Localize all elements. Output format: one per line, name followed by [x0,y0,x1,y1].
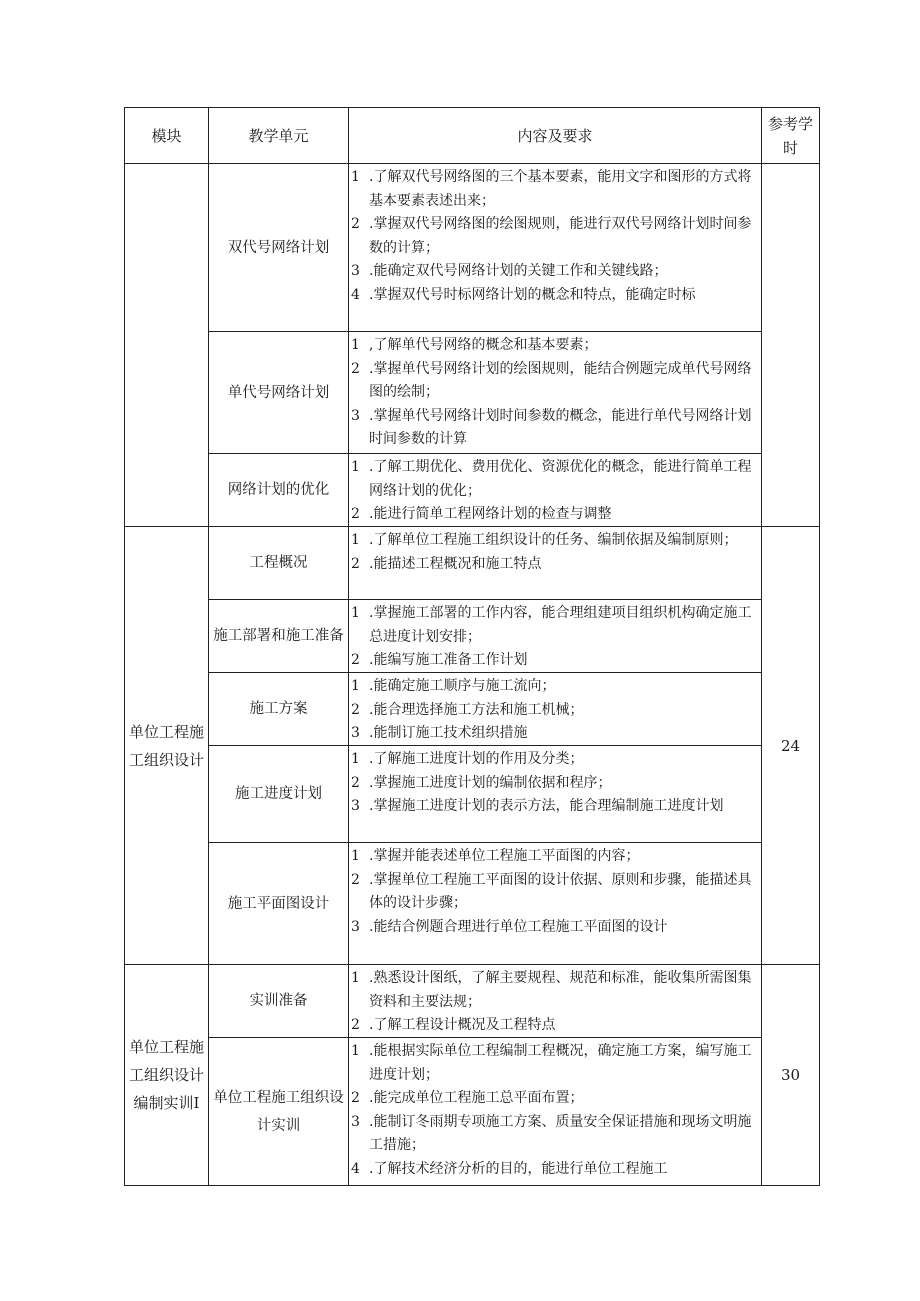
list-item: 2 .能编写施工准备工作计划 [351,652,528,668]
table-row [125,1038,820,1186]
list-item: 3 .能制订施工技术组织措施 [351,725,528,741]
list-item: 2 .能描述工程概况和施工特点 [351,555,542,572]
list-item: 3 .能制订冬雨期专项施工方案、质量安全保证措施和现场文明施工措施； [351,1113,752,1153]
list-item: 2 .掌握单代号网络计划的绘图规则，能结合例题完成单代号网络图的绘制； [351,360,752,400]
list-item: 1 ,了解单代号网络的概念和基本要素； [351,337,598,353]
table-row [125,527,820,600]
module-cell [125,164,209,527]
header-unit: 教学单元 [209,108,349,164]
table-row [125,454,820,527]
list-item: 1 .了解工期优化、费用优化、资源优化的概念，能进行简单工程网络计划的优化； [351,459,752,499]
list-item: 1 .能确定施工顺序与施工流向； [351,678,556,694]
list-item: 2 .掌握双代号网络图的绘图规则，能进行双代号网络计划时间参数的计算； [351,216,752,256]
hours-cell: 24 [762,527,820,965]
list-item: 2 .能进行简单工程网络计划的检查与调整 [351,506,612,522]
content-cell [349,164,762,332]
list-item: 3 .能确定双代号网络计划的关键工作和关键线路； [351,263,668,279]
list-item: 2 .掌握施工进度计划的编制依据和程序； [351,774,612,791]
unit-cell: 施工部署和施工准备 [209,600,349,673]
header-content: 内容及要求 [349,108,762,164]
content-cell [349,746,762,843]
content-cell [349,673,762,746]
hours-cell: 30 [762,965,820,1186]
header-row [125,108,820,164]
list-item: 1 .熟悉设计图纸，了解主要规程、规范和标准，能收集所需图集资料和主要法规； [351,970,752,1010]
table-row [125,746,820,843]
table-row [125,600,820,673]
list-item: 2 .能合理选择施工方法和施工机械； [351,701,584,718]
list-item: 4 .了解技术经济分析的目的，能进行单位工程施工 [351,1160,668,1177]
content-cell [349,454,762,527]
list-item: 3 .掌握单代号网络计划时间参数的概念，能进行单代号网络计划时间参数的计算 [351,407,752,447]
list-item: 2 .掌握单位工程施工平面图的设计依据、原则和步骤，能描述具体的设计步骤； [351,871,752,911]
list-item: 4 .掌握双代号时标网络计划的概念和特点，能确定时标 [351,286,696,303]
content-cell [349,332,762,454]
unit-cell: 双代号网络计划 [209,164,349,332]
list-item: 1 .了解施工进度计划的作用及分类； [351,751,584,767]
list-item: 1 .了解双代号网络图的三个基本要素，能用文字和图形的方式将基本要素表述出来； [351,169,752,209]
list-item: 1 .了解单位工程施工组织设计的任务、编制依据及编制原则； [351,532,738,548]
table-row [125,673,820,746]
table-row [125,965,820,1038]
unit-cell: 施工进度计划 [209,746,349,843]
module-cell: 单位工程施工组织设计 [125,527,209,965]
header-hours: 参考学时 [762,108,820,164]
module-cell: 单位工程施工组织设计编制实训I [125,965,209,1186]
unit-cell: 施工方案 [209,673,349,746]
list-item: 1 .能根据实际单位工程编制工程概况，确定施工方案，编写施工进度计划； [351,1043,752,1083]
unit-cell: 单位工程施工组织设计实训 [209,1038,349,1186]
table-row [125,332,820,454]
table-row [125,843,820,965]
unit-cell: 施工平面图设计 [209,843,349,965]
content-cell [349,527,762,600]
unit-cell: 工程概况 [209,527,349,600]
list-item: 3 .能结合例题合理进行单位工程施工平面图的设计 [351,918,668,935]
unit-cell: 单代号网络计划 [209,332,349,454]
hours-cell [762,164,820,527]
list-item: 2 .了解工程设计概况及工程特点 [351,1017,556,1033]
content-cell [349,843,762,965]
list-item: 3 .掌握施工进度计划的表示方法，能合理编制施工进度计划 [351,798,724,814]
list-item: 2 .能完成单位工程施工总平面布置； [351,1090,584,1106]
content-cell [349,965,762,1038]
list-item: 1 .掌握施工部署的工作内容，能合理组建项目组织机构确定施工总进度计划安排； [351,605,752,645]
list-item: 1 .掌握并能表述单位工程施工平面图的内容； [351,848,640,864]
table-row [125,164,820,332]
unit-cell: 网络计划的优化 [209,454,349,527]
unit-cell: 实训准备 [209,965,349,1038]
header-module: 模块 [125,108,209,164]
curriculum-table [124,107,820,1186]
content-cell [349,600,762,673]
content-cell [349,1038,762,1186]
